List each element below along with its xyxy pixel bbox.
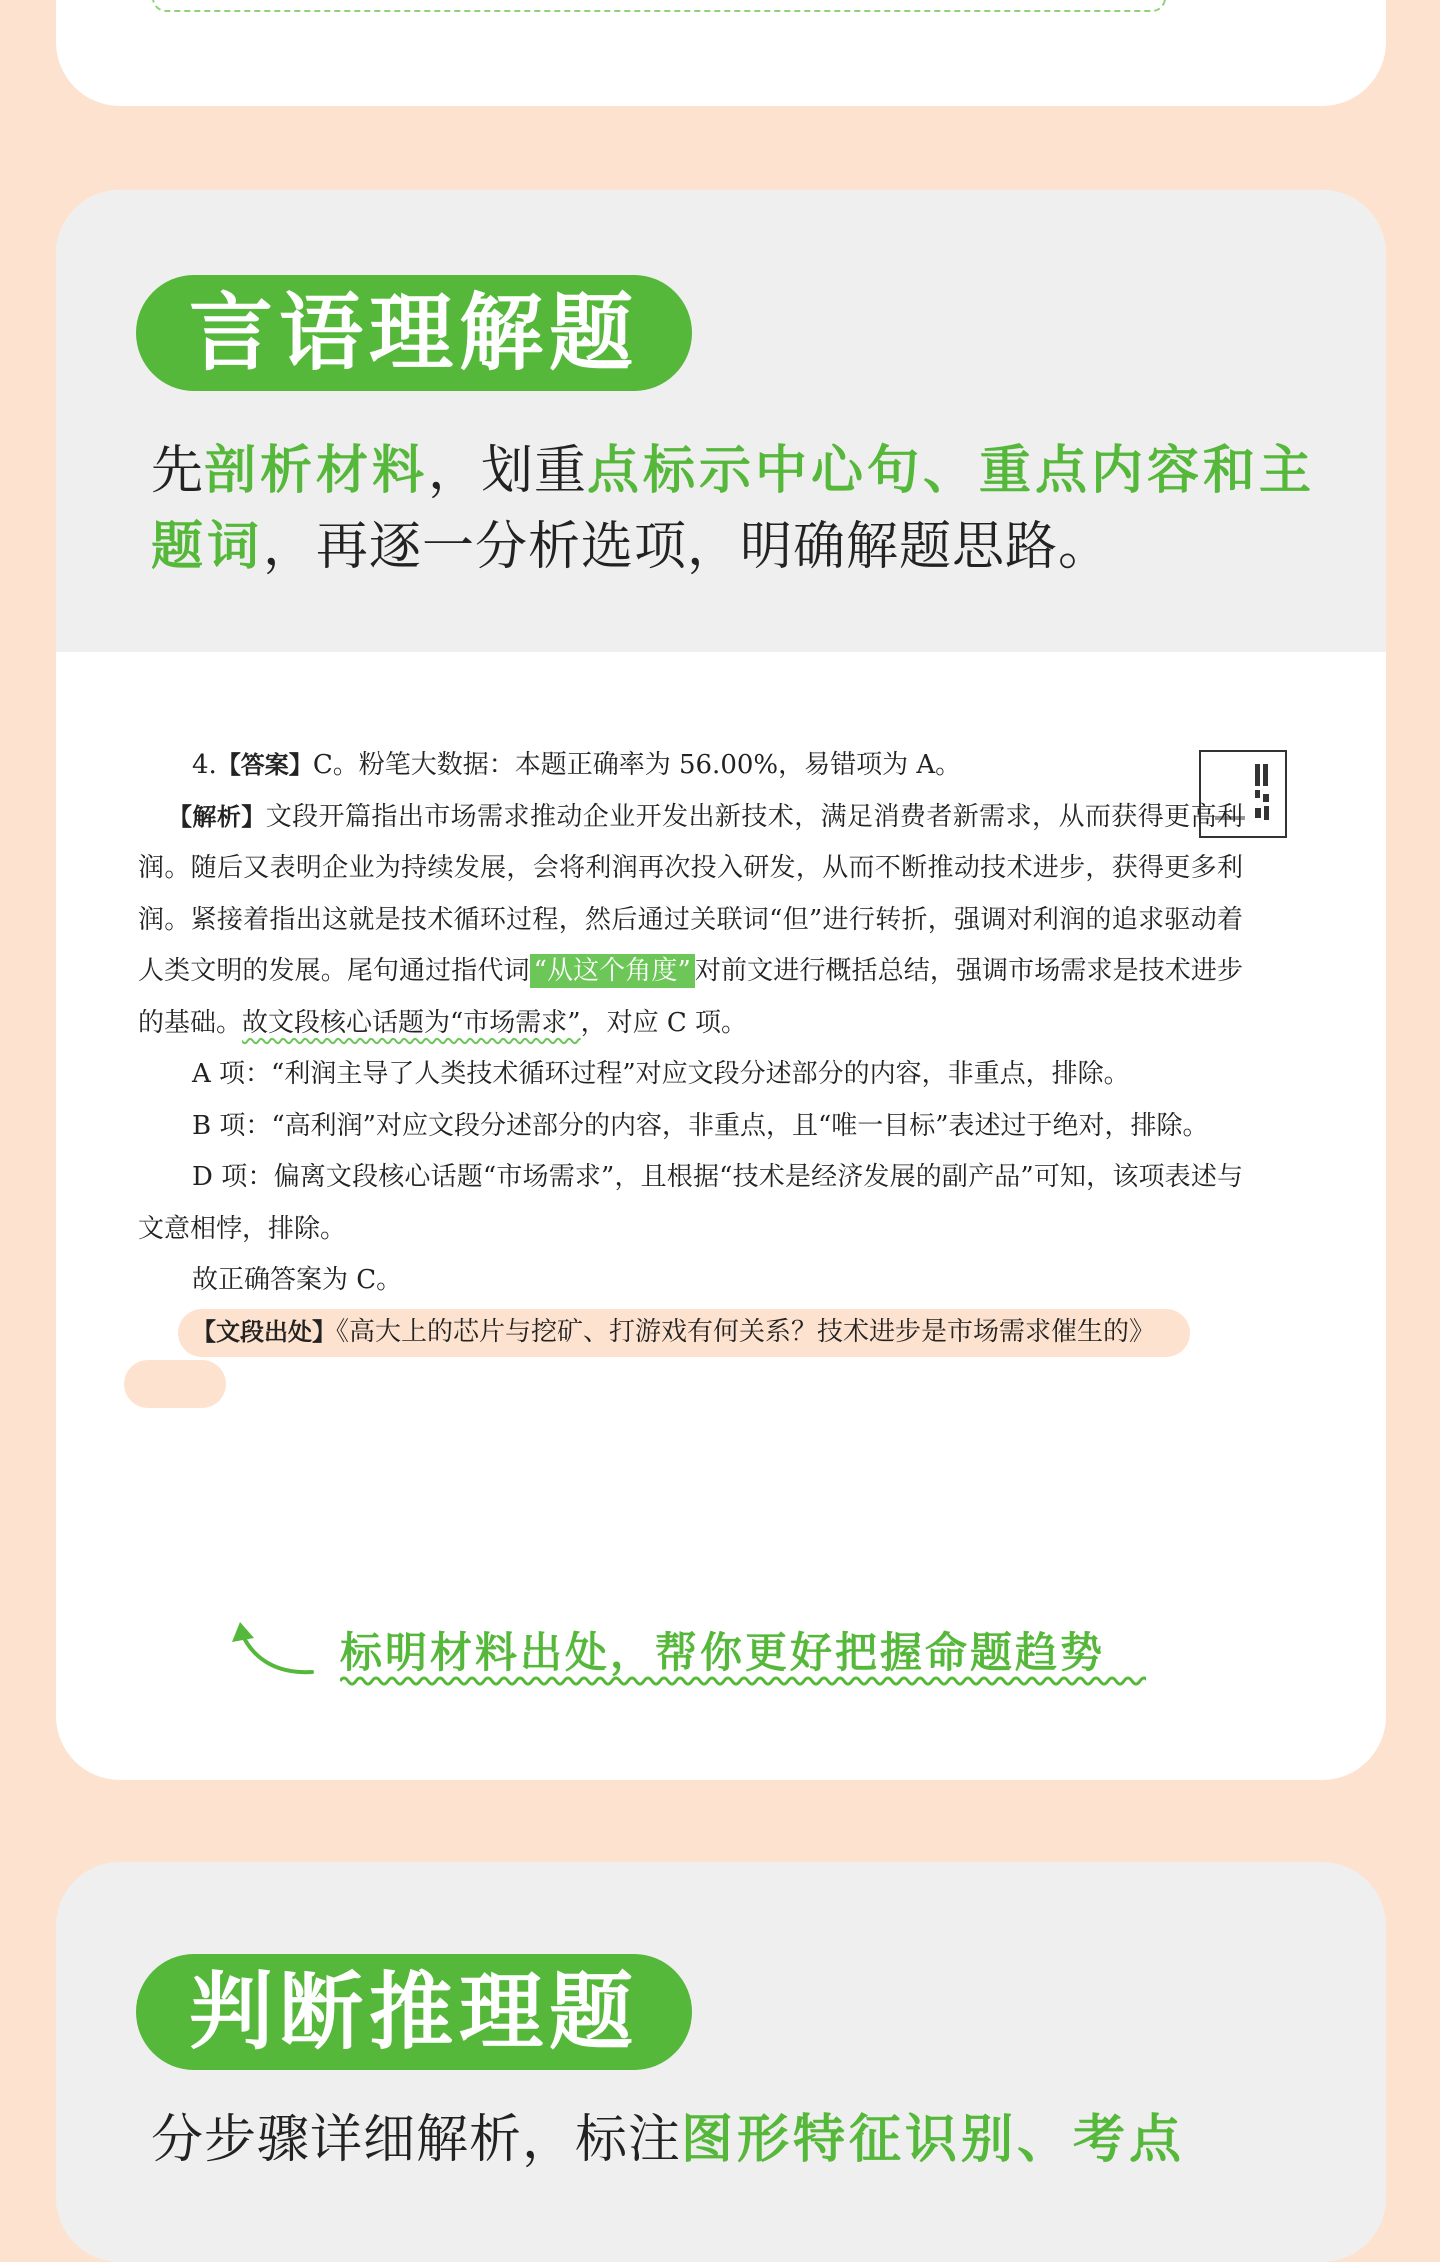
- curved-arrow-icon: [228, 1590, 318, 1680]
- source-label: 【文段出处】: [192, 1317, 336, 1346]
- highlighted-phrase: “从这个角度”: [530, 954, 695, 988]
- analysis-paragraph: [138, 792, 1243, 1050]
- source-callout-text: 标明材料出处，帮你更好把握命题趋势: [340, 1628, 1106, 1677]
- verbal-intro-highlight-1: 剖析材料: [204, 441, 429, 501]
- verbal-section-header: [56, 190, 1386, 652]
- analysis-label: 【解析】: [168, 802, 266, 831]
- conclusion-line: 故正确答案为 C。: [192, 1265, 403, 1295]
- source-highlight-bg-2: [124, 1360, 226, 1408]
- logic-section-intro: [151, 2102, 1321, 2178]
- underlined-core-topic: 故文段核心话题为“市场需求”: [242, 1007, 581, 1038]
- analysis-text-mid: 对前文进行概括总结，强调市场需求是技术进步的基础。: [138, 956, 1243, 1038]
- verbal-intro-text-2: ，划重: [428, 441, 588, 501]
- previous-section-card: [56, 0, 1386, 106]
- answer-line: [138, 740, 1243, 792]
- logic-intro-text-0: 分步骤详细解析，标注: [151, 2110, 682, 2170]
- logic-intro-highlight-1: 图形特征识别、考点: [681, 2110, 1186, 2170]
- logic-section-card: [56, 1862, 1386, 2262]
- option-d-paragraph: D 项：偏离文段核心话题“市场需求”，且根据“技术是经济发展的副产品”可知，该项表述与文意相悖，排除。: [138, 1162, 1243, 1244]
- answer-text: C。粉笔大数据：本题正确率为 56.00%，易错项为 A。: [312, 750, 962, 780]
- question-number: 4.: [192, 750, 217, 780]
- dashed-box-bottom: [152, 0, 1166, 12]
- logic-section-title: 判断推理题: [136, 1954, 692, 2070]
- source-title: 《高大上的芯片与挖矿、打游戏有何关系？技术进步是市场需求催生的》: [336, 1316, 1156, 1347]
- source-text-paragraph: [138, 1307, 1243, 1359]
- analysis-text: 文段开篇指出市场需求推动企业开发出新技术，满足消费者新需求，从而获得更高利润。随后又表明企业为持续发展，会将利润再次投入研发，从而不断推动技术进步，获得更多利润。紧接着指出这就是技术循环过程，然后通过关联词“但”进行转折，强调对利润的追求驱动着人类文明的发展。尾句通过指代词: [138, 801, 1243, 986]
- verbal-intro-highlight-3: 点标示中心句、重点内容和主题词: [151, 441, 1316, 577]
- answer-analysis-excerpt: [138, 740, 1243, 1358]
- verbal-section-title: 言语理解题: [136, 275, 692, 391]
- verbal-intro-text-0: 先: [151, 441, 205, 501]
- option-a-paragraph: A 项：“利润主导了人类技术循环过程”对应文段分述部分的内容，非重点，排除。: [192, 1059, 1130, 1089]
- verbal-section-card: [56, 190, 1386, 1780]
- verbal-section-intro: [151, 433, 1321, 585]
- option-b-paragraph: B 项：“高利润”对应文段分述部分的内容，非重点，且“唯一目标”表述过于绝对，排除。: [192, 1110, 1209, 1141]
- callout-wavy-underline: [340, 1674, 1146, 1688]
- source-citation: [138, 1307, 1243, 1359]
- verbal-intro-text-4: ，再逐一分析选项，明确解题思路。: [263, 517, 1112, 577]
- answer-label: 【答案】: [216, 751, 313, 779]
- analysis-text-end: ，对应 C 项。: [580, 1007, 748, 1038]
